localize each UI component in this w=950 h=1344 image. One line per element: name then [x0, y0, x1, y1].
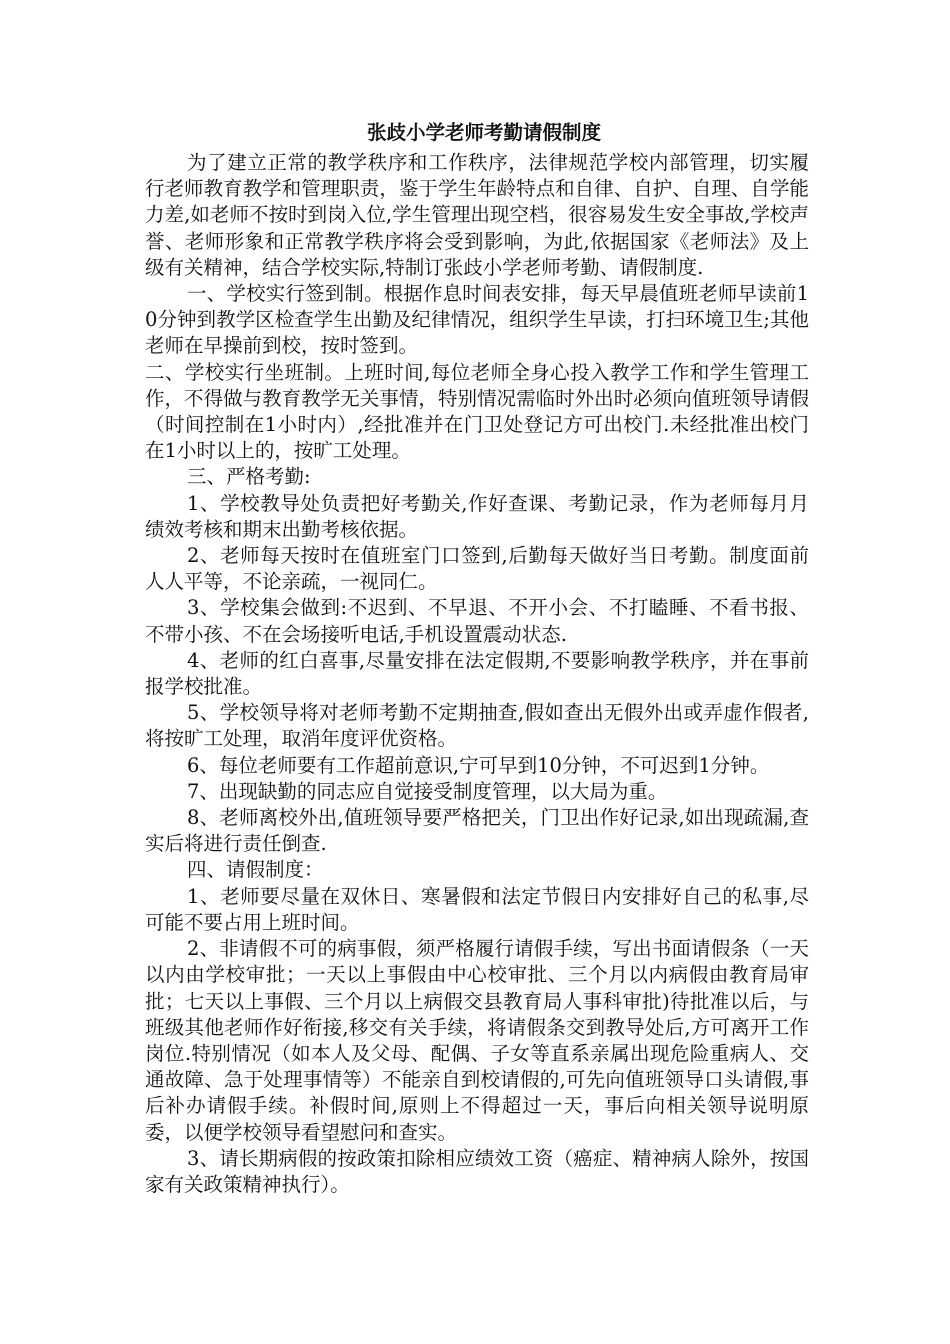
paragraph: 4、老师的红白喜事,尽量安排在法定假期,不要影响教学秩序，并在事前报学校批准。 — [145, 648, 809, 699]
paragraph: 8、老师离校外出,值班领导要严格把关，门卫出作好记录,如出现疏漏,查实后将进行责任倒查. — [145, 806, 809, 856]
paragraph: 1、老师要尽量在双休日、寒暑假和法定节假日内安排好自己的私事,尽可能不要占用上班时间。 — [145, 884, 809, 934]
paragraph: 二、学校实行坐班制。上班时间,每位老师全身心投入教学工作和学生管理工作，不得做与教育教学无关事情，特别情况需临时外出时必须向值班领导请假（时间控制在1小时内）,经批准并在门卫处登记方可出校门.未经批准出校门在1小时以上的，按旷工处理。 — [145, 360, 809, 463]
paragraph: 3、学校集会做到:不迟到、不早退、不开小会、不打瞌睡、不看书报、不带小孩、不在会场接听电话,手机设置震动状态. — [145, 596, 809, 646]
paragraph: 为了建立正常的教学秩序和工作秩序，法律规范学校内部管理，切实履行老师教育教学和管理职责，鉴于学生年龄特点和自律、自护、自理、自学能力差,如老师不按时到岗入位,学生管理出现空档，很容易发生安全事故,学校声誉、老师形象和正常教学秩序将会受到影响，为此,依据国家《老师法》及上级有关精神，结合学校实际,特制订张歧小学老师考勤、请假制度. — [145, 151, 809, 279]
paragraph: 2、非请假不可的病事假，须严格履行请假手续，写出书面请假条（一天以内由学校审批；一天以上事假由中心校审批、三个月以内病假由教育局审批；七天以上事假、三个月以上病假交县教育局人事科审批)待批准以后，与班级其他老师作好衔接,移交有关手续，将请假条交到教导处后,方可离开工作岗位.特别情况（如本人及父母、配偶、子女等直系亲属出现危险重病人、交通故障、急于处理事情等）不能亲自到校请假的,可先向值班领导口头请假,事后补办请假手续。补假时间,原则上不得超过一天，事后向相关领导说明原委，以便学校领导看望慰问和查实。 — [145, 937, 809, 1144]
document-title: 张歧小学老师考勤请假制度 — [366, 121, 601, 144]
paragraph-list — [145, 150, 809, 1198]
paragraph: 2、老师每天按时在值班室门口签到,后勤每天做好当日考勤。制度面前人人平等，不论亲疏，一视同仁。 — [145, 544, 809, 594]
paragraph: 三、严格考勤: — [187, 465, 311, 489]
paragraph: 7、出现缺勤的同志应自觉接受制度管理，以大局为重。 — [187, 779, 668, 803]
paragraph: 6、每位老师要有工作超前意识,宁可早到10分钟，不可迟到1分钟。 — [187, 753, 770, 777]
paragraph: 一、学校实行签到制。根据作息时间表安排，每天早晨值班老师早读前10分钟到教学区检查学生出勤及纪律情况，组织学生早读，打扫环境卫生;其他老师在早操前到校，按时签到。 — [145, 282, 809, 358]
paragraph: 1、学校教导处负责把好考勤关,作好查课、考勤记录，作为老师每月月绩效考核和期末出勤考核依据。 — [145, 491, 809, 541]
paragraph: 3、请长期病假的按政策扣除相应绩效工资（癌症、精神病人除外，按国家有关政策精神执行）。 — [145, 1146, 809, 1196]
paragraph: 5、学校领导将对老师考勤不定期抽查,假如查出无假外出或弄虚作假者,将按旷工处理，取消年度评优资格。 — [145, 701, 809, 751]
paragraph: 四、请假制度： — [187, 858, 324, 882]
document-body — [145, 118, 809, 1198]
